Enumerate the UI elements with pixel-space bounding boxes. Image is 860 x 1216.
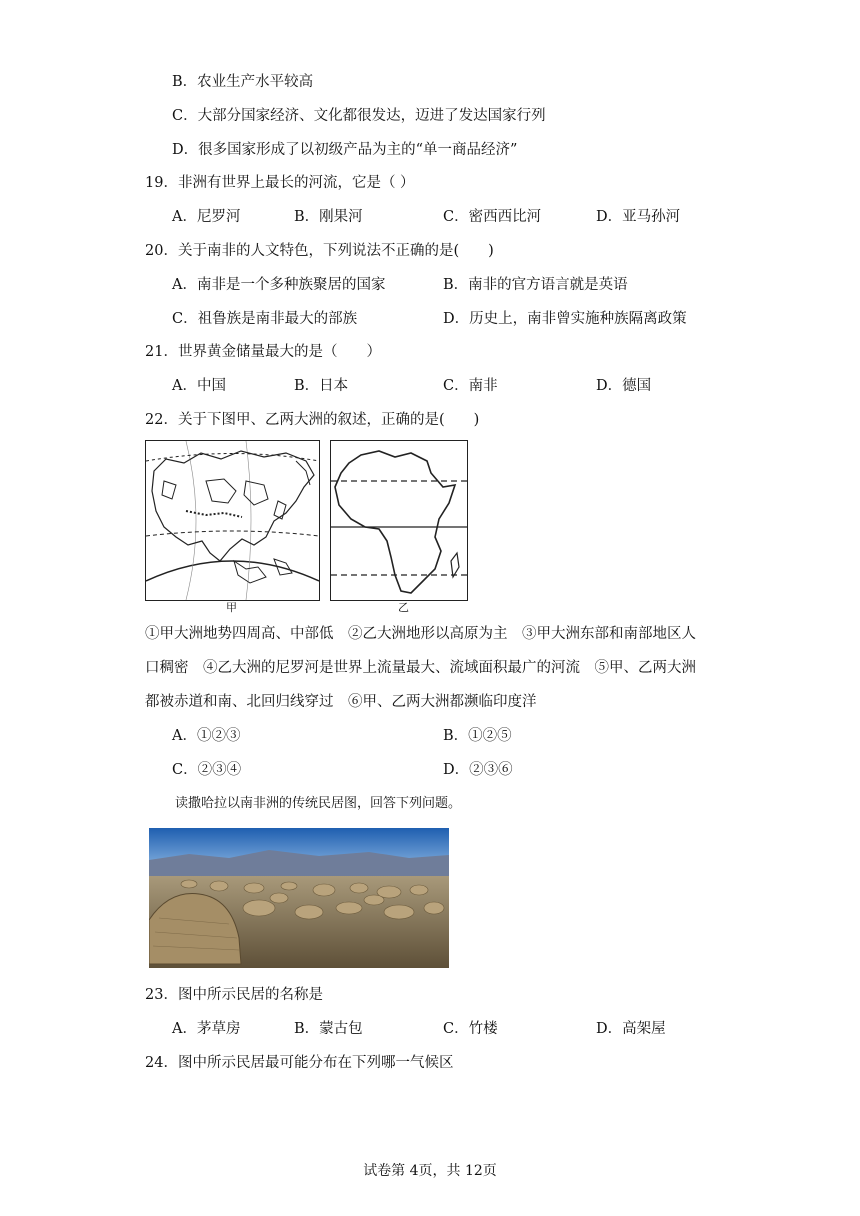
q22-statement-line-3: 都被赤道和南、北回归线穿过 ⑥甲、乙两大洲都濒临印度洋 — [145, 694, 537, 710]
q18-option-c: C．大部分国家经济、文化都很发达，迈进了发达国家行列 — [172, 108, 546, 124]
q20-stem: 20．关于南非的人文特色，下列说法不正确的是( ) — [145, 243, 494, 259]
q22-stem: 22．关于下图甲、乙两大洲的叙述，正确的是( ) — [145, 412, 480, 428]
asia-map-label: 甲 — [226, 601, 237, 614]
q20-option-c: C．祖鲁族是南非最大的部族 — [172, 311, 358, 327]
q20-option-d: D．历史上，南非曾实施种族隔离政策 — [443, 311, 687, 327]
asia-map — [145, 440, 320, 601]
q22-option-b: B．①②⑤ — [443, 728, 512, 744]
q19-stem: 19．非洲有世界上最长的河流，它是（ ） — [145, 175, 415, 191]
q21-stem: 21．世界黄金储量最大的是（ ） — [145, 344, 381, 360]
q19-option-c: C．密西西比河 — [443, 209, 542, 225]
asia-map-drawing — [146, 441, 319, 600]
q23-option-c: C．竹楼 — [443, 1021, 498, 1037]
q24-stem: 24．图中所示民居最可能分布在下列哪一气候区 — [145, 1055, 454, 1071]
q21-option-c: C．南非 — [443, 378, 498, 394]
q19-option-a: A．尼罗河 — [172, 209, 241, 225]
q22-option-c: C．②③④ — [172, 762, 242, 778]
q22-statement-line-1: ①甲大洲地势四周高、中部低 ②乙大洲地形以高原为主 ③甲大洲东部和南部地区人 — [145, 626, 696, 642]
q21-option-b: B．日本 — [294, 378, 349, 394]
q23-option-b: B．蒙古包 — [294, 1021, 363, 1037]
africa-map-drawing — [331, 441, 467, 600]
q19-option-b: B．刚果河 — [294, 209, 363, 225]
q18-option-b: B．农业生产水平较高 — [172, 74, 314, 90]
q20-option-b: B．南非的官方语言就是英语 — [443, 277, 628, 293]
q23-stem: 23．图中所示民居的名称是 — [145, 987, 323, 1003]
q22-option-d: D．②③⑥ — [443, 762, 513, 778]
q21-option-a: A．中国 — [172, 378, 226, 394]
q23-option-a: A．茅草房 — [172, 1021, 241, 1037]
q22-statement-line-2: 口稠密 ④乙大洲的尼罗河是世界上流量最大、流域面积最广的河流 ⑤甲、乙两大洲 — [145, 660, 696, 676]
q21-option-d: D．德国 — [596, 378, 652, 394]
traditional-house-photo-drawing — [149, 828, 449, 968]
q22-option-a: A．①②③ — [172, 728, 241, 744]
section-intro: 读撒哈拉以南非洲的传统民居图，回答下列问题。 — [175, 796, 462, 811]
q18-option-d: D．很多国家形成了以初级产品为主的“单一商品经济” — [172, 142, 518, 158]
traditional-house-photo — [149, 828, 449, 968]
africa-map-label: 乙 — [398, 601, 409, 614]
q19-option-d: D．亚马孙河 — [596, 209, 681, 225]
q20-option-a: A．南非是一个多种族聚居的国家 — [172, 277, 386, 293]
q23-option-d: D．高架屋 — [596, 1021, 666, 1037]
page-footer: 试卷第 4页，共 12页 — [363, 1163, 497, 1179]
africa-map — [330, 440, 468, 601]
